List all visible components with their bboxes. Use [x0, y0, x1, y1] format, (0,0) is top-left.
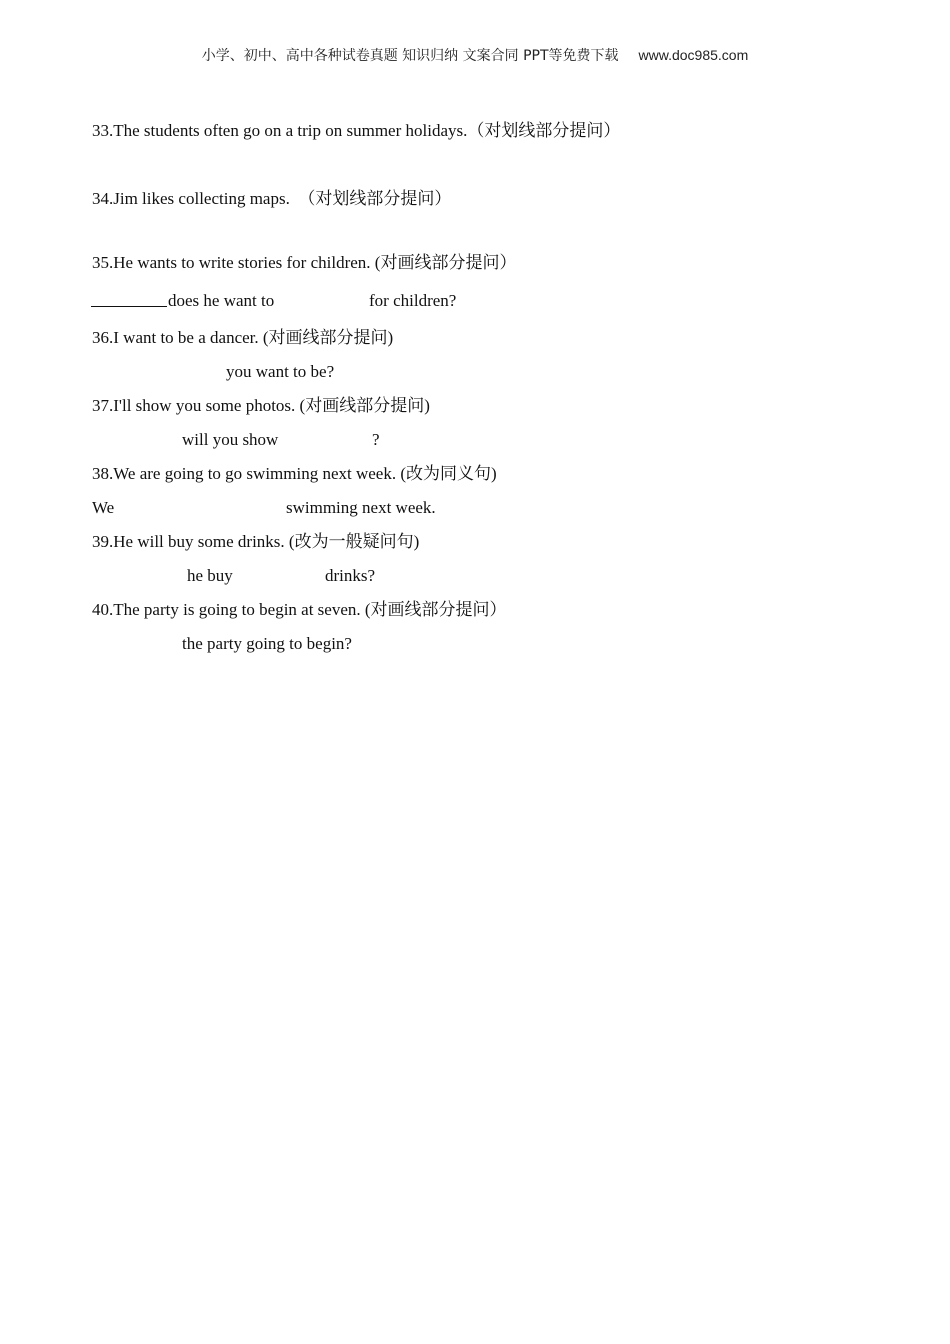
answer-36-part1: you want to be?	[226, 362, 335, 381]
page-header	[0, 45, 950, 65]
question-34: 34.Jim likes collecting maps. （对划线部分提问）	[92, 189, 452, 208]
answer-39-part2: drinks?	[325, 566, 376, 585]
question-36: 36.I want to be a dancer. (对画线部分提问)	[92, 328, 394, 347]
question-39: 39.He will buy some drinks. (改为一般疑问句)	[92, 532, 420, 551]
answer-35	[91, 291, 511, 311]
answer-35-part2: for children?	[369, 291, 457, 310]
question-33: 33.The students often go on a trip on summer holidays.（对划线部分提问）	[92, 121, 621, 140]
answer-35-part1: does he want to	[168, 291, 275, 310]
answer-37-part1: will you show	[182, 430, 279, 449]
answer-37-part2: ?	[372, 430, 380, 449]
header-site: www.doc985.com	[638, 47, 749, 63]
answer-39-part1: he buy	[187, 566, 233, 585]
answer-38-part2: swimming next week.	[286, 498, 436, 517]
question-40: 40.The party is going to begin at seven. (对画线部分提问）	[92, 600, 507, 619]
question-35: 35.He wants to write stories for children. (对画线部分提问）	[92, 253, 517, 272]
answer-40-part1: the party going to begin?	[182, 634, 352, 653]
answer-38-part1: We	[92, 498, 115, 517]
header-text: 小学、初中、高中各种试卷真题 知识归纳 文案合同 PPT等免费下载	[201, 48, 619, 64]
question-37: 37.I'll show you some photos. (对画线部分提问)	[92, 396, 430, 415]
answer-35-blank	[91, 291, 168, 312]
question-38: 38.We are going to go swimming next week. (改为同义句)	[92, 464, 497, 483]
